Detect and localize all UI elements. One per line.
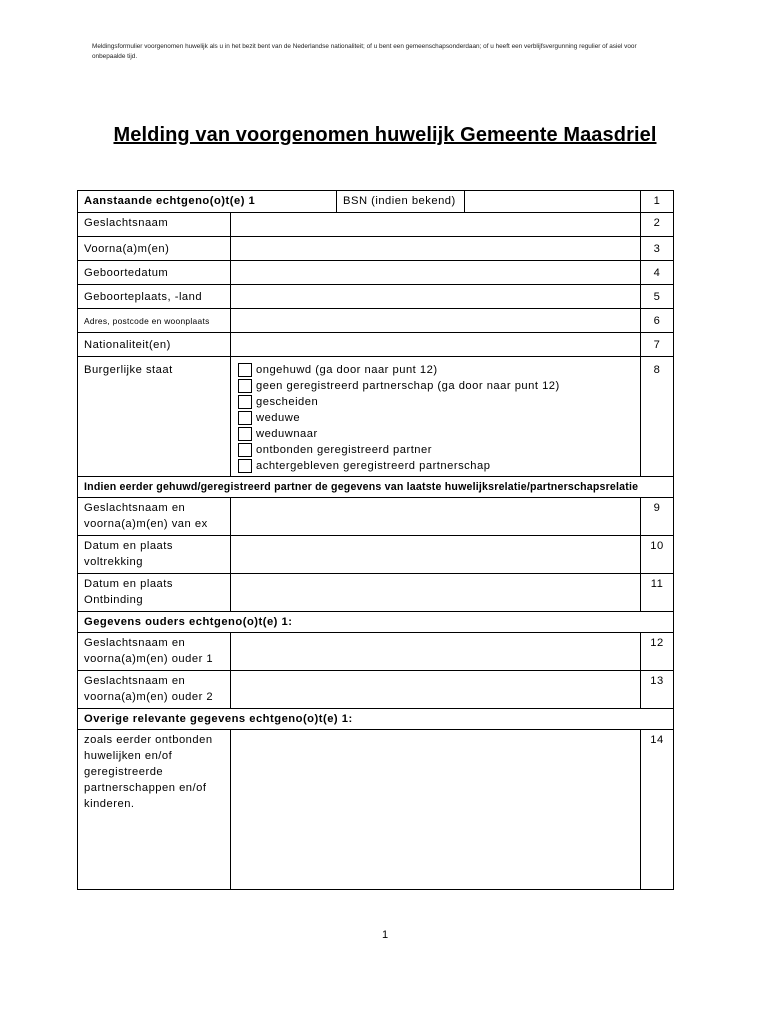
option-label: ontbonden geregistreerd partner xyxy=(256,444,432,456)
page-title: Melding van voorgenomen huwelijk Gemeente Maasdriel xyxy=(113,124,657,146)
field-label-surname: Geslachtsnaam xyxy=(78,213,231,237)
address-input[interactable] xyxy=(231,309,641,333)
field-label-nationality: Nationaliteit(en) xyxy=(78,333,231,357)
row-number: 10 xyxy=(641,536,674,574)
other-details-heading: Overige relevante gegevens echtgeno(o)t(e) 1: xyxy=(78,709,674,730)
option-label: ongehuwd (ga door naar punt 12) xyxy=(256,364,438,376)
table-row xyxy=(78,536,674,574)
checkbox[interactable] xyxy=(238,411,252,425)
civil-status-option[interactable] xyxy=(238,426,634,442)
bsn-label: BSN (indien bekend) xyxy=(337,191,465,213)
option-label: geen geregistreerd partnerschap (ga door naar punt 12) xyxy=(256,380,560,392)
table-row xyxy=(78,633,674,671)
other-details-input[interactable] xyxy=(231,730,641,890)
row-number: 4 xyxy=(641,261,674,285)
field-label-address: Adres, postcode en woonplaats xyxy=(78,309,231,333)
field-label-birth-date: Geboortedatum xyxy=(78,261,231,285)
row-number: 5 xyxy=(641,285,674,309)
civil-status-option[interactable] xyxy=(238,394,634,410)
table-row xyxy=(78,261,674,285)
field-label-first-names: Voorna(a)m(en) xyxy=(78,237,231,261)
first-names-input[interactable] xyxy=(231,237,641,261)
marriage-notification-form xyxy=(77,190,674,890)
dissolution-input[interactable] xyxy=(231,574,641,612)
row-number: 11 xyxy=(641,574,674,612)
checkbox[interactable] xyxy=(238,443,252,457)
civil-status-option[interactable] xyxy=(238,378,634,394)
page-number: 1 xyxy=(381,929,389,941)
option-label: gescheiden xyxy=(256,396,319,408)
section-heading-row xyxy=(78,477,674,498)
table-row xyxy=(78,574,674,612)
field-label-marriage-date: Datum en plaats voltrekking xyxy=(78,536,231,574)
option-label: weduwe xyxy=(256,412,301,424)
table-row xyxy=(78,671,674,709)
table-row xyxy=(78,213,674,237)
civil-status-options xyxy=(231,357,641,477)
parent-2-input[interactable] xyxy=(231,671,641,709)
table-row xyxy=(78,285,674,309)
row-number: 7 xyxy=(641,333,674,357)
parents-heading: Gegevens ouders echtgeno(o)t(e) 1: xyxy=(78,612,674,633)
nationality-input[interactable] xyxy=(231,333,641,357)
table-row xyxy=(78,333,674,357)
row-number: 2 xyxy=(641,213,674,237)
checkbox[interactable] xyxy=(238,363,252,377)
table-row xyxy=(78,730,674,890)
checkbox[interactable] xyxy=(238,379,252,393)
checkbox[interactable] xyxy=(238,459,252,473)
birth-date-input[interactable] xyxy=(231,261,641,285)
row-number: 12 xyxy=(641,633,674,671)
field-label-civil-status: Burgerlijke staat xyxy=(78,357,231,477)
row-number: 6 xyxy=(641,309,674,333)
field-label-birth-place: Geboorteplaats, -land xyxy=(78,285,231,309)
section-heading-row xyxy=(78,612,674,633)
field-label-parent-1: Geslachtsnaam en voorna(a)m(en) ouder 1 xyxy=(78,633,231,671)
field-label-parent-2: Geslachtsnaam en voorna(a)m(en) ouder 2 xyxy=(78,671,231,709)
civil-status-row xyxy=(78,357,674,477)
checkbox[interactable] xyxy=(238,395,252,409)
bsn-input[interactable] xyxy=(465,191,641,213)
civil-status-option[interactable] xyxy=(238,362,634,378)
row-number: 1 xyxy=(641,191,674,213)
header-note: Meldingsformulier voorgenomen huwelijk als u in het bezit bent van de Nederlandse nationaliteit; of u bent een gemeenschapsonderdaan; of u heeft een verblijfsvergunning regulier of asiel voor onbepaalde tijd. xyxy=(92,43,637,60)
field-label-dissolution: Datum en plaats Ontbinding xyxy=(78,574,231,612)
table-row xyxy=(78,237,674,261)
checkbox[interactable] xyxy=(238,427,252,441)
row-number: 13 xyxy=(641,671,674,709)
option-label: weduwnaar xyxy=(256,428,318,440)
row-number: 3 xyxy=(641,237,674,261)
ex-name-input[interactable] xyxy=(231,498,641,536)
table-row xyxy=(78,498,674,536)
civil-status-option[interactable] xyxy=(238,410,634,426)
table-row xyxy=(78,309,674,333)
partner-heading-row xyxy=(78,191,674,213)
civil-status-option[interactable] xyxy=(238,458,634,474)
marriage-date-input[interactable] xyxy=(231,536,641,574)
option-label: achtergebleven geregistreerd partnerschap xyxy=(256,460,491,472)
surname-input[interactable] xyxy=(231,213,641,237)
field-label-other-details: zoals eerder ontbonden huwelijken en/of geregistreerde partnerschappen en/of kinderen. xyxy=(78,730,231,890)
row-number: 8 xyxy=(641,357,674,477)
field-label-ex-name: Geslachtsnaam en voorna(a)m(en) van ex xyxy=(78,498,231,536)
row-number: 14 xyxy=(641,730,674,890)
birth-place-input[interactable] xyxy=(231,285,641,309)
civil-status-option[interactable] xyxy=(238,442,634,458)
row-number: 9 xyxy=(641,498,674,536)
previous-relationship-heading: Indien eerder gehuwd/geregistreerd partner de gegevens van laatste huwelijksrelatie/partnerschapsrelatie xyxy=(78,477,674,498)
section-heading-row xyxy=(78,709,674,730)
partner-heading: Aanstaande echtgeno(o)t(e) 1 xyxy=(78,191,337,213)
parent-1-input[interactable] xyxy=(231,633,641,671)
